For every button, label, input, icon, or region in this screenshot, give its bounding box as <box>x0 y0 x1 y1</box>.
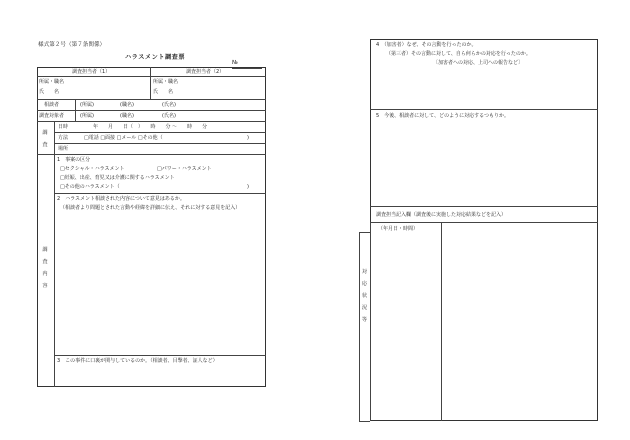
place-label: 場所 <box>58 145 69 152</box>
option-sexual-harassment[interactable]: □セクシャル・ハラスメント <box>60 166 125 172</box>
option-power-harassment[interactable]: □パワー・ハラスメント <box>157 166 212 172</box>
content-side-label: 調査内容 <box>42 247 48 289</box>
option-other-close: ) <box>247 184 249 190</box>
datetime-label: 日時 <box>58 123 69 130</box>
response-side-label: 対応状況等 <box>361 269 368 323</box>
q4-note: 〔加害者への対応、上司への報告など〕 <box>433 60 524 66</box>
q2-label: 2 ハラスメント相談された内容について意見はあるか。 <box>57 196 185 202</box>
method-options[interactable]: □電話 □面接 □メール □その他（ <box>84 134 163 141</box>
option-maternity-harassment[interactable]: □妊娠、出産、育児又は介護に関するハラスメント <box>60 175 175 181</box>
subject-position: (職名) <box>120 112 134 119</box>
investigator2-header: 調査担当者（2） <box>186 68 225 75</box>
consultant-affiliation: (所属) <box>80 101 94 108</box>
subject-name: (氏名) <box>162 112 176 119</box>
consultant-label: 相談者 <box>44 101 60 108</box>
q1-label: 1 事案の区分 <box>57 157 91 163</box>
survey-side-label: 調査 <box>42 130 48 148</box>
entry-header: 調査担当記入欄（調査後に実施した対応結果などを記入） <box>376 212 507 218</box>
q4-sub: （第三者）その言動に対して、自ら何らかの対応を行ったのか。 <box>386 51 531 57</box>
number-label: № <box>232 60 238 66</box>
method-label: 方法 <box>58 134 69 141</box>
datetime-value: 年 月 日（ ） 時 分 〜 時 分 <box>93 123 208 130</box>
q4-label: 4 （加害者）なぜ、その言動を行ったのか。 <box>376 42 477 48</box>
investigator2-name-label: 氏 名 <box>153 89 174 95</box>
q5-label: 5 今後、相談者に対して、どのように対応するつもりか。 <box>376 113 510 119</box>
investigator1-affiliation-label: 所属・職名 <box>39 79 65 85</box>
q3-label: 3 この事件に口裏が関与しているのか。（相談者、目撃者、証人など） <box>57 358 218 364</box>
investigator2-affiliation-label: 所属・職名 <box>153 79 179 85</box>
entry-datetime-header: （年月日・時間） <box>378 226 419 232</box>
page-title: ハラスメント調査票 <box>125 54 186 61</box>
method-close: ) <box>247 134 249 141</box>
consultant-position: (職名) <box>120 101 134 108</box>
subject-label: 調査対象者 <box>39 112 65 119</box>
subject-affiliation: (所属) <box>80 112 94 119</box>
q2-note: （相談者より問題とされた言動や経緯を詳細に伝え、それに対する意見を記入） <box>60 205 241 211</box>
consultant-name: (氏名) <box>162 101 176 108</box>
investigator1-header: 調査担当者（1） <box>72 68 111 75</box>
investigation-form-left <box>37 67 266 387</box>
form-number: 様式第２号（第７条関係） <box>38 42 106 48</box>
investigator1-name-label: 氏 名 <box>39 89 60 95</box>
option-other-harassment[interactable]: □その他のハラスメント（ <box>60 184 120 190</box>
